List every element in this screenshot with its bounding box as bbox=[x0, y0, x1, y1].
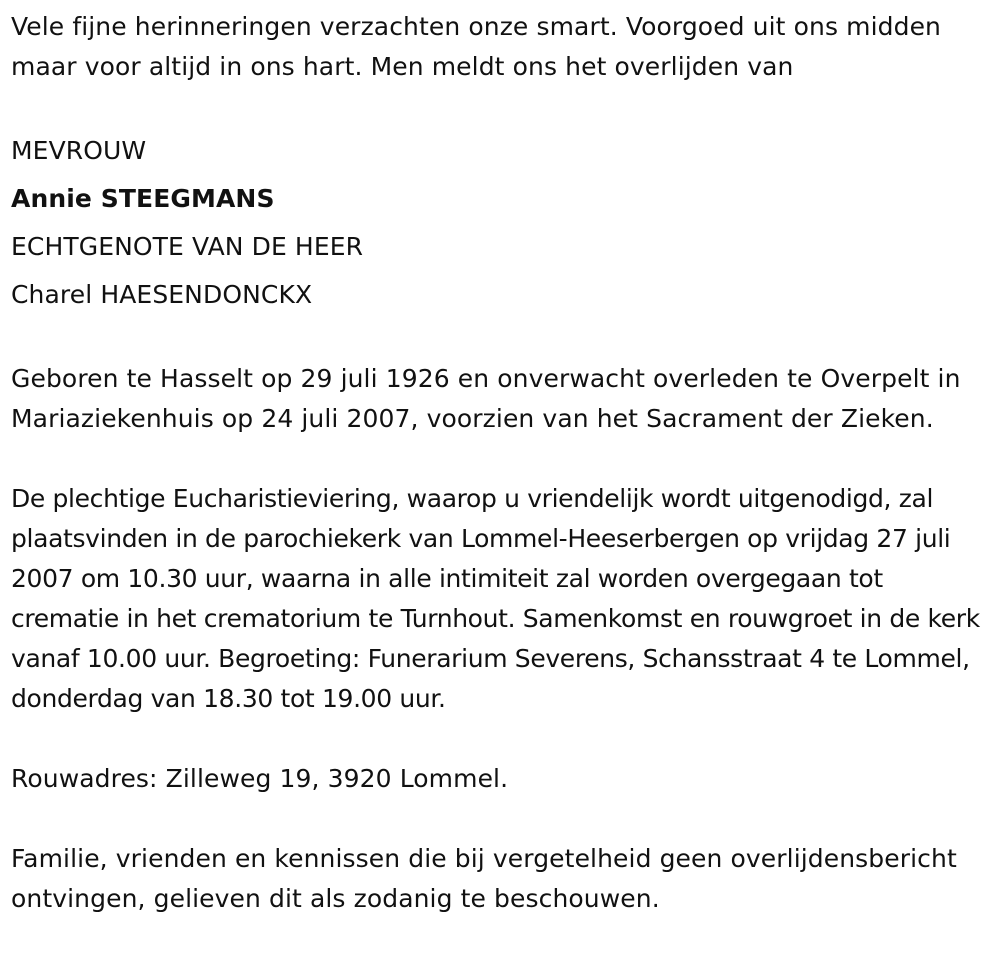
intro-paragraph: Vele fijne herinneringen verzachten onze smart. Voorgoed uit ons midden maar voor altijd in ons hart. Men meldt ons het overlijden van bbox=[11, 12, 941, 81]
spacer bbox=[11, 439, 996, 479]
relation-line: ECHTGENOTE VAN DE HEER bbox=[11, 232, 364, 261]
spacer bbox=[11, 319, 996, 359]
spacer bbox=[11, 719, 996, 759]
obituary-notice bbox=[11, 7, 996, 919]
address-paragraph: Rouwadres: Zilleweg 19, 3920 Lommel. bbox=[11, 764, 509, 793]
spacer bbox=[11, 87, 996, 127]
deceased-name: Annie STEEGMANS bbox=[11, 184, 275, 213]
title-line: MEVROUW bbox=[11, 136, 147, 165]
spouse-name: Charel HAESENDONCKX bbox=[11, 280, 313, 309]
ceremony-paragraph: De plechtige Eucharistieviering, waarop u vriendelijk wordt uitgenodigd, zal plaatsvinden in de parochiekerk van Lommel-Heeserbergen op vrijdag 27 juli 2007 om 10.30 uur, waarna in alle intimiteit zal worden overgegaan tot crematie in het crematorium te Turnhout. Samenkomst en rouwgroet in de kerk vanaf 10.00 uur. Begroeting: Funerarium Severens, Schansstraat 4 te Lommel, donderdag van 18.30 tot 19.00 uur. bbox=[11, 484, 980, 713]
closing-paragraph: Familie, vrienden en kennissen die bij vergetelheid geen overlijdensbericht ontvingen, gelieven dit als zodanig te beschouwen. bbox=[11, 844, 957, 913]
spacer bbox=[11, 799, 996, 839]
birth-death-paragraph: Geboren te Hasselt op 29 juli 1926 en onverwacht overleden te Overpelt in Mariaziekenhuis op 24 juli 2007, voorzien van het Sacrament der Zieken. bbox=[11, 364, 961, 433]
